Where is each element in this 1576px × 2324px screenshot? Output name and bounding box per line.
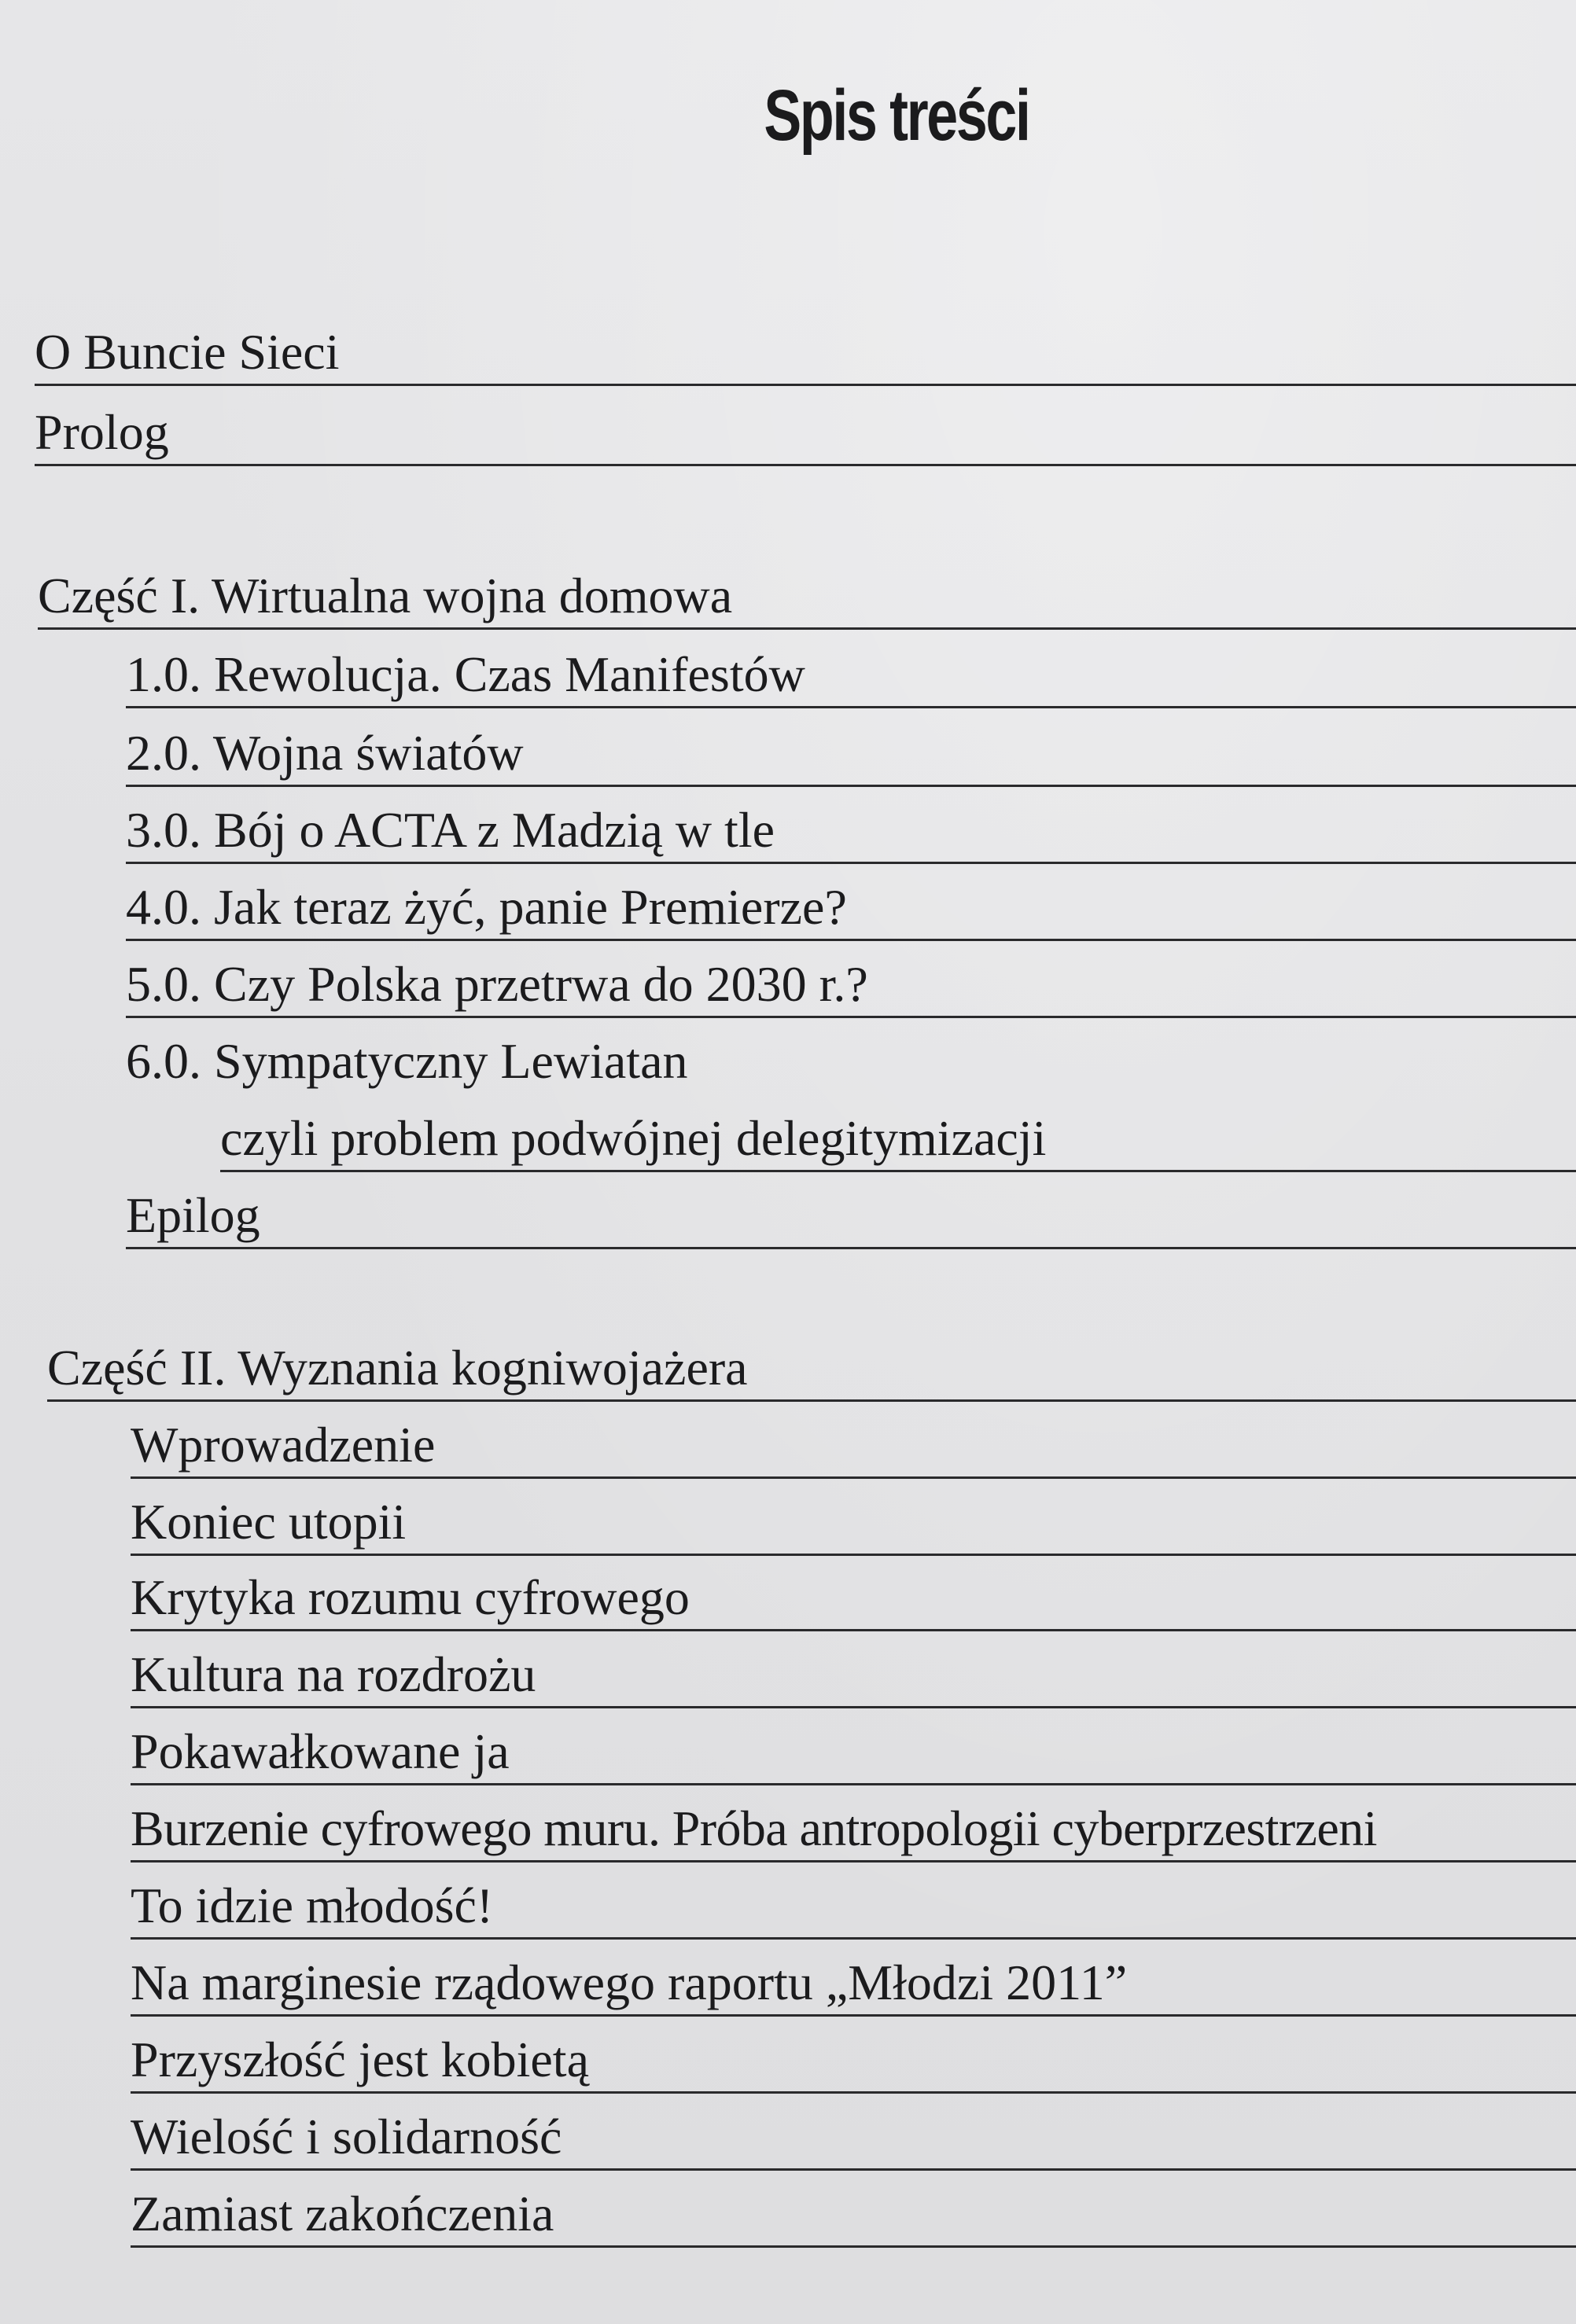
toc-part-2-heading [47, 1337, 1576, 1402]
toc-chapter-label: Zamiast zakończenia [131, 2186, 554, 2241]
toc-chapter-na-marginesie [131, 1951, 1576, 2017]
toc-chapter-label: Przyszłość jest kobietą [131, 2032, 589, 2087]
toc-chapter-1-0 [126, 643, 1576, 708]
toc-entry-label: O Buncie Sieci [35, 324, 340, 380]
toc-chapter-burzenie [131, 1797, 1576, 1863]
toc-chapter-label: 3.0. Bój o ACTA z Madzią w tle [126, 802, 775, 858]
toc-chapter-label: czyli problem podwójnej delegitymizacji [220, 1110, 1047, 1166]
toc-chapter-label: 2.0. Wojna światów [126, 725, 524, 781]
toc-chapter-kultura [131, 1643, 1576, 1708]
toc-entry-label: Prolog [35, 404, 169, 460]
toc-chapter-koniec-utopii [131, 1491, 1576, 1556]
toc-entry-o-buncie-sieci [35, 321, 1576, 386]
toc-epilog [126, 1184, 1576, 1249]
toc-part-label: Część I. Wirtualna wojna domowa [38, 568, 733, 623]
toc-chapter-przyszlosc [131, 2028, 1576, 2094]
toc-chapter-label: 5.0. Czy Polska przetrwa do 2030 r.? [126, 956, 868, 1012]
toc-entry-prolog [35, 401, 1576, 466]
toc-chapter-label: Na marginesie rządowego raportu „Młodzi 2011” [131, 1954, 1128, 2010]
toc-chapter-zamiast [131, 2182, 1576, 2248]
toc-chapter-5-0 [126, 953, 1576, 1018]
toc-chapter-3-0 [126, 799, 1576, 864]
toc-chapter-to-idzie [131, 1874, 1576, 1940]
toc-chapter-wielosc [131, 2105, 1576, 2171]
toc-chapter-label: 4.0. Jak teraz żyć, panie Premierze? [126, 879, 847, 935]
toc-chapter-label: Pokawałkowane ja [131, 1723, 510, 1779]
toc-chapter-2-0 [126, 722, 1576, 787]
toc-chapter-pokawalkowane [131, 1720, 1576, 1785]
toc-chapter-krytyka [131, 1566, 1576, 1631]
toc-part-label: Część II. Wyznania kogniwojażera [47, 1340, 748, 1396]
toc-chapter-label: 1.0. Rewolucja. Czas Manifestów [126, 646, 805, 702]
toc-chapter-6-0 [126, 1030, 1576, 1093]
toc-chapter-label: Kultura na rozdrożu [131, 1646, 536, 1702]
page-title: Spis treści [764, 75, 1029, 156]
toc-chapter-label: Krytyka rozumu cyfrowego [131, 1569, 690, 1625]
toc-chapter-label: 6.0. Sympatyczny Lewiatan [126, 1033, 688, 1089]
toc-chapter-6-0-continued [220, 1107, 1576, 1172]
toc-chapter-4-0 [126, 876, 1576, 941]
toc-chapter-label: Burzenie cyfrowego muru. Próba antropologii cyberprzestrzeni [131, 1800, 1377, 1856]
toc-chapter-label: Wprowadzenie [131, 1417, 436, 1473]
toc-chapter-label: To idzie młodość! [131, 1877, 494, 1933]
toc-chapter-label: Koniec utopii [131, 1494, 407, 1550]
toc-chapter-wprowadzenie [131, 1414, 1576, 1479]
toc-part-1-heading [38, 564, 1576, 630]
toc-chapter-label: Epilog [126, 1187, 260, 1243]
toc-chapter-label: Wielość i solidarność [131, 2109, 562, 2164]
